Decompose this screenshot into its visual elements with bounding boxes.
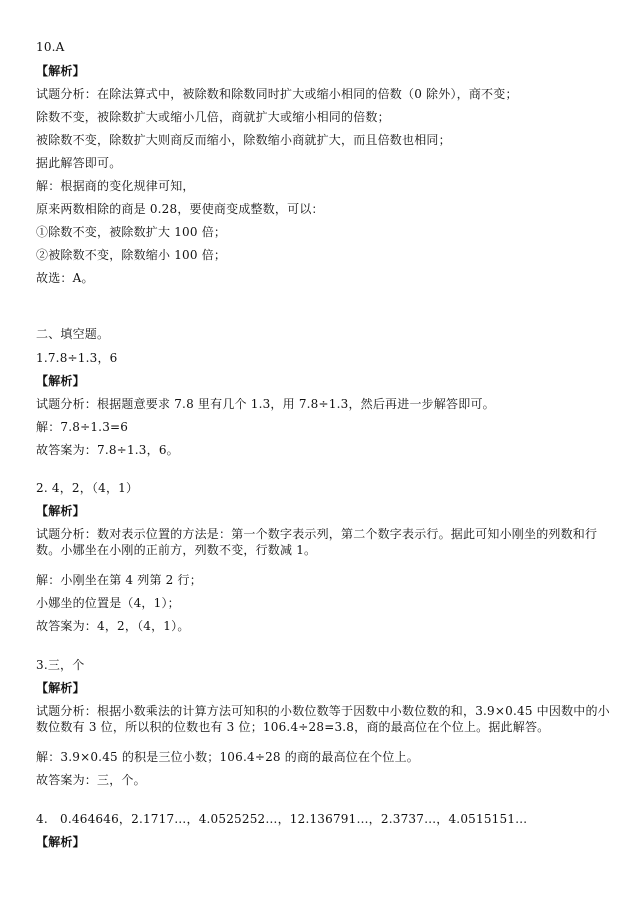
analysis-10-line-2: 除数不变，被除数扩大或缩小几倍，商就扩大或缩小相同的倍数； [36,110,390,124]
answer-3: 3.三，个 [36,658,85,672]
analysis-1: 试题分析：根据题意要求 7.8 里有几个 1.3，用 7.8÷1.3，然后再进一步解答即可。 [36,397,495,411]
answer-1: 1.7.8÷1.3，6 [36,351,118,365]
solution-10-line-4: ②被除数不变，除数缩小 100 倍； [36,248,227,262]
answer-10: 10.A [36,40,65,54]
solution-2-line-1: 解：小刚坐在第 4 列第 2 行； [36,573,202,587]
answer-4: 4. 0.464646，2.1717…，4.0525252…，12.136791…，2.3737…，4.0515151… [36,812,528,826]
jiexi-label-3: 【解析】 [36,681,85,695]
analysis-10-line-1: 试题分析：在除法算式中，被除数和除数同时扩大或缩小相同的倍数（0 除外），商不变； [36,87,518,101]
solution-10-line-3: ①除数不变，被除数扩大 100 倍； [36,225,227,239]
jiexi-label-4: 【解析】 [36,835,85,849]
analysis-10-line-4: 据此解答即可。 [36,156,122,170]
solution-2-line-2: 小娜坐的位置是（4，1）； [36,596,180,610]
analysis-10-line-3: 被除数不变，除数扩大则商反而缩小，除数缩小商就扩大，而且倍数也相同； [36,133,451,147]
conclusion-1: 故答案为：7.8÷1.3，6。 [36,443,179,457]
jiexi-label-10: 【解析】 [36,64,85,78]
conclusion-10: 故选：A。 [36,271,94,285]
solution-10-line-1: 解：根据商的变化规律可知， [36,179,195,193]
jiexi-label-1: 【解析】 [36,374,85,388]
conclusion-3: 故答案为：三，个。 [36,773,146,787]
answer-2: 2. 4，2，（4，1） [36,481,139,495]
solution-1: 解：7.8÷1.3=6 [36,420,129,434]
analysis-2: 试题分析：数对表示位置的方法是：第一个数字表示列，第二个数字表示行。据此可知小刚坐的列数和行数。小娜坐在小刚的正前方，列数不变，行数减 1。 [36,527,598,557]
analysis-3: 试题分析：根据小数乘法的计算方法可知积的小数位数等于因数中小数位数的和，3.9×0.45 中因数中的小数位数有 3 位，所以积的位数也有 3 位；106.4÷28=3.8，商的最高位在个位上。据此解答。 [36,704,610,734]
jiexi-label-2: 【解析】 [36,504,85,518]
conclusion-2: 故答案为：4，2，（4，1）。 [36,619,190,633]
fill-in-heading: 二、填空题。 [36,327,110,341]
solution-10-line-2: 原来两数相除的商是 0.28，要使商变成整数，可以： [36,202,324,216]
solution-3: 解：3.9×0.45 的积是三位小数；106.4÷28 的商的最高位在个位上。 [36,750,419,764]
